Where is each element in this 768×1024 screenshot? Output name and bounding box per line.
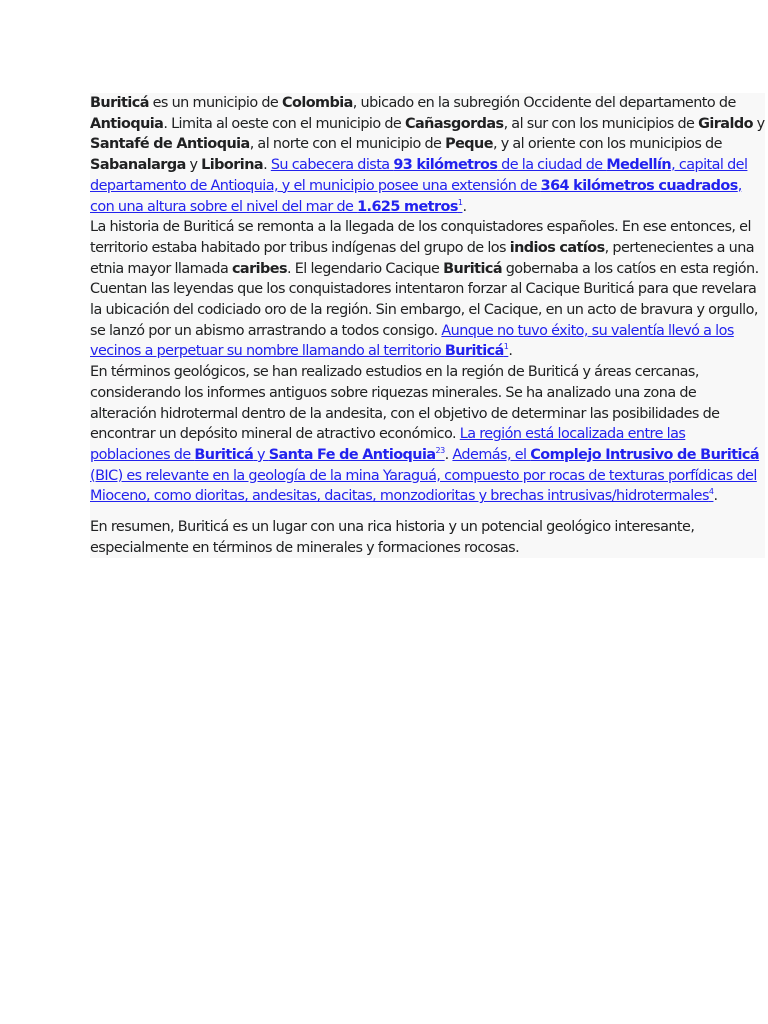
link-text-bold: Complejo Intrusivo de Buriticá (530, 446, 760, 463)
paragraph-history (90, 217, 765, 362)
text-span: . (263, 157, 271, 174)
term-indios-catios: indios catíos (509, 239, 605, 256)
link-text: , capital del departamento de Antioquia, y el municipio posee una extensión de (90, 157, 748, 194)
term-cacique-buritica: Buriticá (443, 260, 502, 277)
text-span: y (185, 157, 202, 174)
article-body (90, 93, 765, 558)
text-span: , al norte con el municipio de (249, 136, 446, 153)
term-canasgordas: Cañasgordas (404, 115, 504, 132)
link-text-bold: Buriticá (444, 343, 504, 360)
paragraph-geology (90, 362, 765, 507)
link-text-bold: 93 kilómetros (393, 157, 498, 174)
text-span: es un municipio de (148, 95, 282, 111)
link-text-bold: Buriticá (194, 446, 254, 463)
reference-marker[interactable]: 1 (457, 197, 463, 207)
reference-marker[interactable]: 1 (503, 342, 509, 352)
text-span: . El legendario Cacique (287, 260, 444, 277)
text-span: gobernaba a los catíos en esta región. Cuentan las leyendas que los conquistadores intentaron forzar al Cacique Buriticá para que revelara la ubicación del codiciado oro de la región. Sin embargo, el Cacique, en un acto de bravura y orgullo, se lanzó por un abismo arrastrando a todos consigo. (90, 260, 759, 339)
text-span: En términos geológicos, se han realizado estudios en la región de Buriticá y áreas cercanas, considerando los informes antiguos sobre riquezas minerales. Se ha analizado una zona de alteración hidrotermal dentro de la andesita, con el objetivo de determinar las posibilidades de encontrar un depósito mineral de atractivo económico. (90, 364, 720, 443)
link-text: La región está localizada entre las poblaciones de (90, 426, 686, 463)
reference-marker[interactable]: 23 (435, 446, 445, 456)
term-antioquia: Antioquia (90, 115, 164, 132)
term-giraldo: Giraldo (698, 115, 753, 132)
link-text-bold: 364 kilómetros cuadrados (540, 177, 738, 194)
paragraph-summary: En resumen, Buriticá es un lugar con una rica historia y un potencial geológico interesante, especialmente en términos de minerales y formaciones rocosas. (90, 519, 695, 556)
text-span: , al sur con los municipios de (503, 115, 699, 132)
text-span: . Limita al oeste con el municipio de (163, 115, 405, 132)
term-santafe: Santafé de Antioquia (90, 136, 250, 153)
term-liborina: Liborina (201, 157, 264, 174)
text-span: . (462, 198, 467, 215)
link-text: de la ciudad de (497, 157, 607, 174)
text-span: , y al oriente con los municipios de (492, 136, 722, 153)
term-sabanalarga: Sabanalarga (90, 157, 186, 174)
link-text: Además, el (452, 446, 531, 463)
text-span: , pertenecientes a una etnia mayor llamada (90, 239, 755, 277)
term-peque: Peque (445, 136, 493, 153)
link-text: , con una altura sobre el nivel del mar de (90, 177, 742, 215)
text-span: y (752, 115, 765, 132)
link-text-bold: Medellín (606, 157, 672, 174)
text-span: . (508, 343, 513, 360)
term-colombia: Colombia (281, 95, 353, 111)
text-span: . (444, 446, 453, 463)
link-text-bold: 1.625 metros (357, 198, 458, 215)
link-text: Su cabecera dista (270, 157, 394, 174)
link-text: (BIC) es relevante en la geología de la mina Yaraguá, compuesto por rocas de texturas porfídicas del Mioceno, como dioritas, andesitas, dacitas, monzodioritas y brechas intrusivas/hidrotermales (90, 467, 757, 505)
text-span: . (713, 488, 718, 505)
paragraph-intro (90, 93, 765, 217)
text-span: La historia de Buriticá se remonta a la llegada de los conquistadores españoles. En ese entonces, el territorio estaba habitado por tribus indígenas del grupo de los (90, 219, 751, 256)
text-span: , ubicado en la subregión Occidente del departamento de (352, 95, 736, 111)
term-buritica: Buriticá (90, 95, 149, 111)
link-text-bold: Santa Fe de Antioquia (268, 446, 436, 463)
term-caribes: caribes (231, 260, 287, 277)
link-text: Aunque no tuvo éxito, su valentía llevó a los vecinos a perpetuar su nombre llamando al territorio (90, 322, 734, 360)
reference-marker[interactable]: 4 (708, 487, 714, 497)
link-text: y (253, 446, 269, 463)
